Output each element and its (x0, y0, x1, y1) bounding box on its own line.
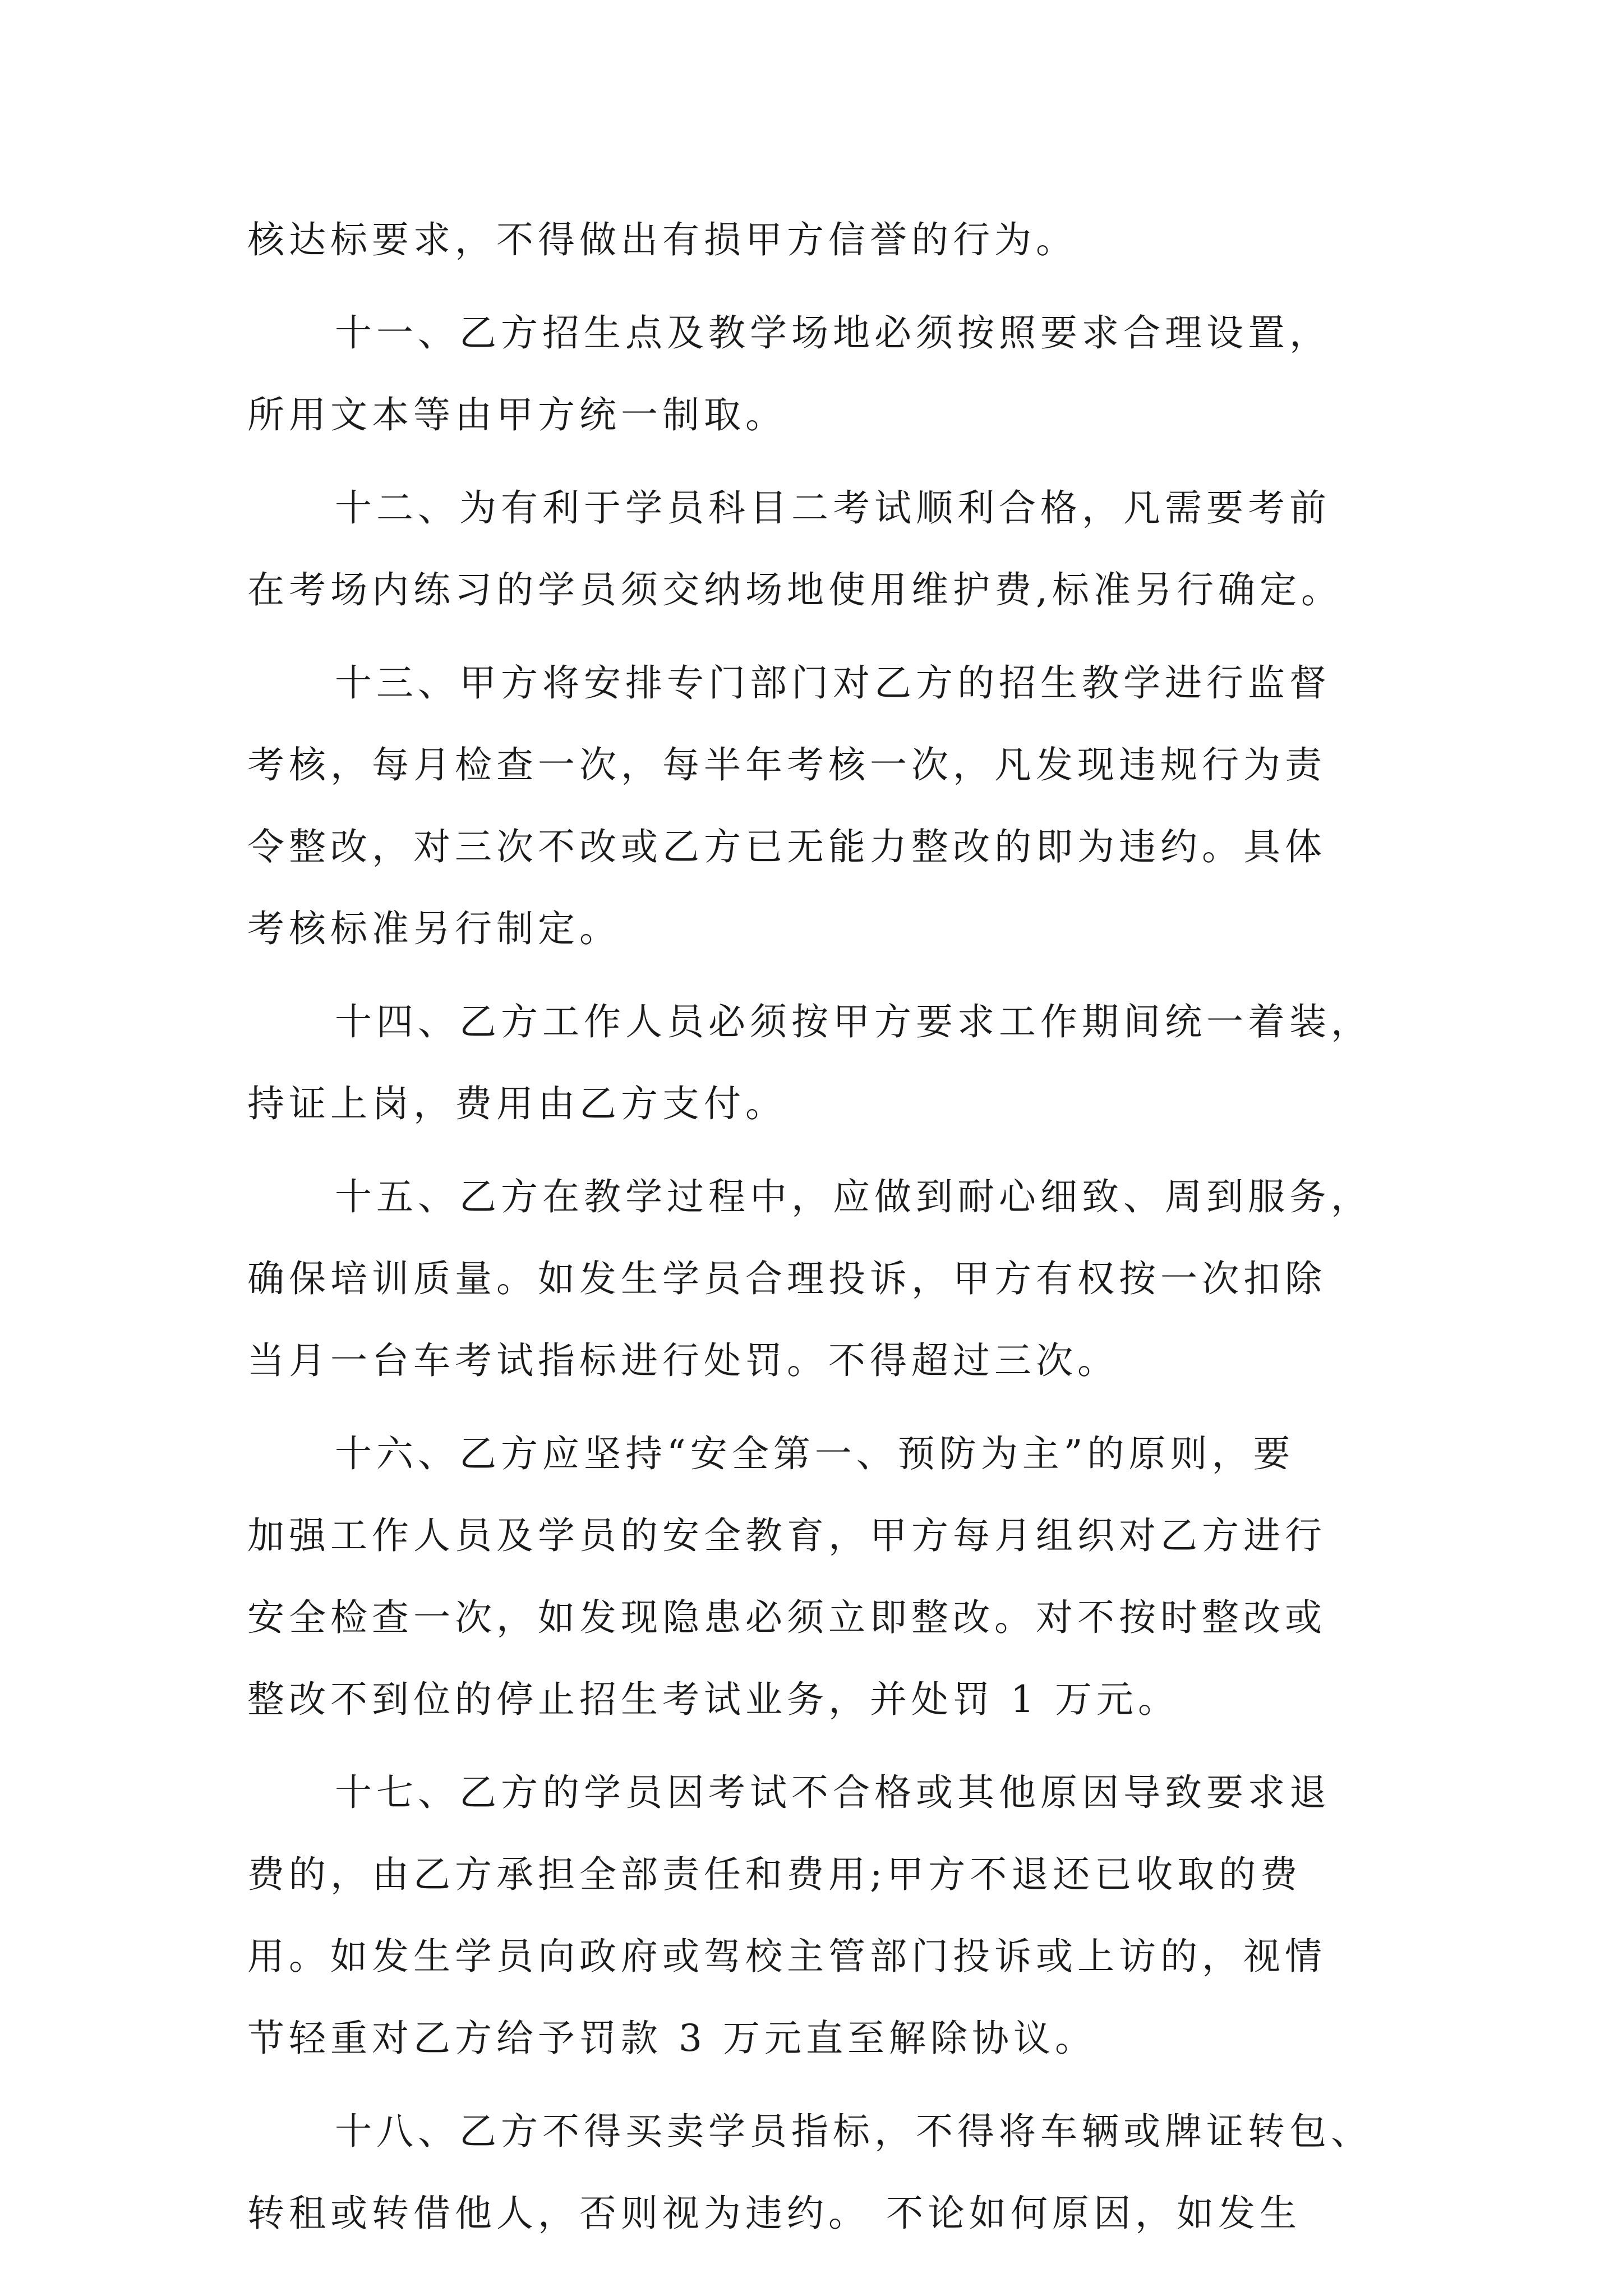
clause-18-line: 十八、乙方不得买卖学员指标，不得将车辆或牌证转包、 (335, 2110, 1372, 2153)
clause-17-line: 十七、乙方的学员因考试不合格或其他原因导致要求退 (335, 1771, 1331, 1814)
text-line: 安全检查一次，如发现隐患必须立即整改。对不按时整改或 (247, 1596, 1326, 1639)
clause-14-line: 十四、乙方工作人员必须按甲方要求工作期间统一着装， (335, 1000, 1372, 1043)
text-line: 当月一台车考试指标进行处罚。不得超过三次。 (247, 1339, 1119, 1382)
text-line: 用。如发生学员向政府或驾校主管部门投诉或上访的，视情 (247, 1935, 1326, 1978)
clause-12-line: 十二、为有利于学员科目二考试顺利合格，凡需要考前 (335, 486, 1331, 530)
document-body (247, 199, 1380, 2254)
text-line: 令整改，对三次不改或乙方已无能力整改的即为违约。具体 (247, 825, 1326, 868)
clause-13-line: 十三、甲方将安排专门部门对乙方的招生教学进行监督 (335, 661, 1331, 705)
text-line: 持证上岗，费用由乙方支付。 (247, 1082, 787, 1125)
text-line: 在考场内练习的学员须交纳场地使用维护费,标准另行确定。 (247, 568, 1343, 611)
text-line: 考核标准另行制定。 (247, 907, 621, 950)
text-line: 考核，每月检查一次，每半年考核一次，凡发现违规行为责 (247, 743, 1326, 786)
text-line: 节轻重对乙方给予罚款 3 万元直至解除协议。 (247, 2017, 1096, 2060)
clause-15-line: 十五、乙方在教学过程中，应做到耐心细致、周到服务， (335, 1175, 1372, 1218)
text-line: 核达标要求，不得做出有损甲方信誉的行为。 (247, 218, 1077, 261)
text-line: 所用文本等由甲方统一制取。 (247, 393, 787, 436)
clause-16-line: 十六、乙方应坚持“安全第一、预防为主”的原则，要 (335, 1432, 1295, 1475)
text-line: 确保培训质量。如发生学员合理投诉，甲方有权按一次扣除 (247, 1257, 1326, 1300)
text-line: 整改不到位的停止招生考试业务，并处罚 1 万元。 (247, 1678, 1179, 1721)
text-line: 转租或转借他人，否则视为违约。 不论如何原因，如发生 (247, 2192, 1301, 2235)
clause-11-line: 十一、乙方招生点及教学场地必须按照要求合理设置， (335, 311, 1331, 355)
text-line: 加强工作人员及学员的安全教育，甲方每月组织对乙方进行 (247, 1514, 1326, 1557)
text-line: 费的，由乙方承担全部责任和费用;甲方不退还已收取的费 (247, 1853, 1302, 1896)
